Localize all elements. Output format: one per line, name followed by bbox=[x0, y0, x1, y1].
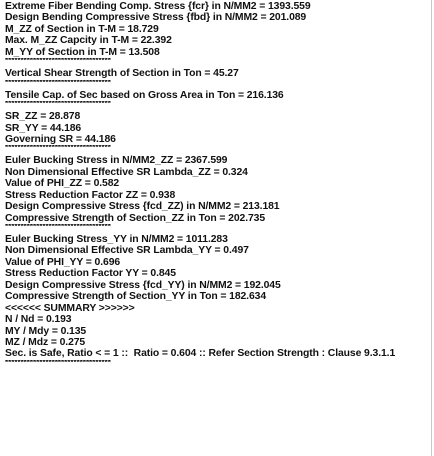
my-mdy-line: MY / Mdy = 0.135 bbox=[5, 325, 87, 337]
separator: ********************************** bbox=[5, 79, 111, 85]
strength-zz-line: Compressive Strength of Section_ZZ in Ton = 202.735 bbox=[5, 212, 266, 224]
separator: ********************************** bbox=[5, 145, 111, 151]
fcr-line: Extreme Fiber Bending Comp. Stress {fcr} in N/MM2 = 1393.559 bbox=[5, 1, 311, 12]
design-output-text bbox=[5, 1, 431, 365]
separator: ********************************** bbox=[5, 224, 111, 229]
strength-yy-line: Compressive Strength of Section_YY in Ton = 182.634 bbox=[5, 291, 267, 303]
euler-yy-line: Euler Bucking Stress_YY in N/MM2 = 1011.283 bbox=[5, 234, 228, 245]
governing-sr-line: Governing SR = 44.186 bbox=[5, 133, 116, 145]
lambda-zz-line: Non Dimensional Effective SR Lambda_ZZ = 0.324 bbox=[5, 166, 248, 178]
reduction-yy-line: Stress Reduction Factor YY = 0.845 bbox=[5, 268, 176, 280]
phi-zz-line: Value of PHI_ZZ = 0.582 bbox=[5, 178, 120, 190]
mz-mdz-line: MZ / Mdz = 0.275 bbox=[5, 336, 86, 348]
fbd-line: Design Bending Compressive Stress {fbd} in N/MM2 = 201.089 bbox=[5, 12, 307, 24]
mzz-capacity-line: Max. M_ZZ Capcity in T-M = 22.392 bbox=[5, 35, 172, 47]
sr-zz-line: SR_ZZ = 28.878 bbox=[5, 111, 81, 123]
summary-heading: <<<<<< SUMMARY >>>>>> bbox=[5, 302, 135, 314]
myy-section-line: M_YY of Section in T-M = 13.508 bbox=[5, 46, 160, 58]
separator: ********************************** bbox=[5, 101, 111, 107]
lambda-yy-line: Non Dimensional Effective SR Lambda_YY = 0.497 bbox=[5, 245, 249, 257]
separator: ********************************** bbox=[5, 359, 111, 365]
tensile-capacity-line: Tensile Cap. of Sec based on Gross Area in Ton = 216.136 bbox=[5, 89, 284, 101]
shear-strength-line: Vertical Shear Strength of Section in Ton = 45.27 bbox=[5, 68, 239, 80]
separator: ********************************** bbox=[5, 58, 111, 64]
reduction-zz-line: Stress Reduction Factor ZZ = 0.938 bbox=[5, 189, 176, 201]
n-nd-line: N / Nd = 0.193 bbox=[5, 314, 72, 326]
phi-yy-line: Value of PHI_YY = 0.696 bbox=[5, 256, 121, 268]
euler-zz-line: Euler Bucking Stress in N/MM2_ZZ = 2367.599 bbox=[5, 155, 228, 167]
safety-verdict-line: Sec. is Safe, Ratio < = 1 :: Ratio = 0.604 :: Refer Section Strength : Clause 9.3.1.1 bbox=[5, 348, 396, 360]
fcd-yy-line: Design Compressive Stress {fcd_YY) in N/MM2 = 192.045 bbox=[5, 279, 281, 291]
sr-yy-line: SR_YY = 44.186 bbox=[5, 122, 82, 134]
fcd-zz-line: Design Compressive Stress {fcd_ZZ) in N/MM2 = 213.181 bbox=[5, 201, 280, 213]
mzz-section-line: M_ZZ of Section in T-M = 18.729 bbox=[5, 23, 159, 35]
